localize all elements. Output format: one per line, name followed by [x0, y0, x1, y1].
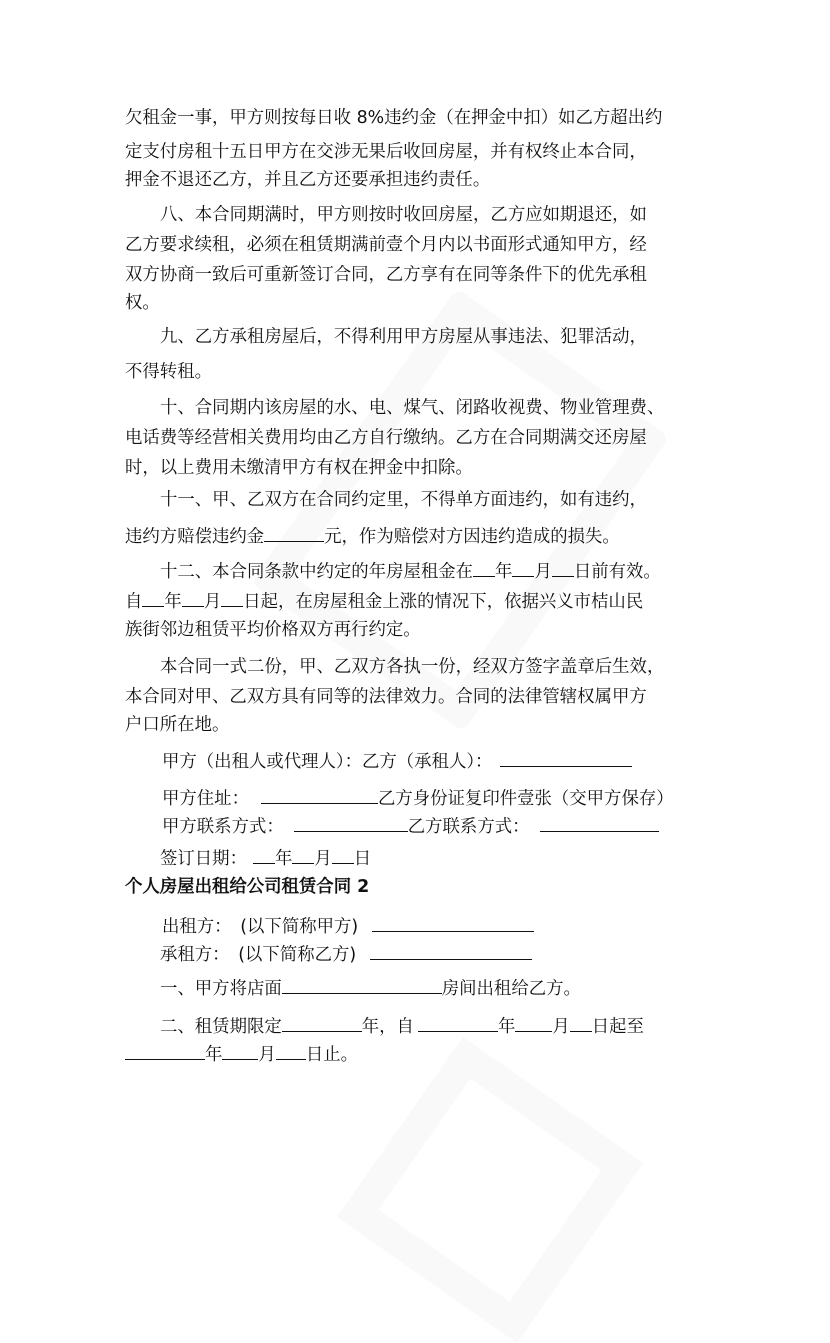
lessor-line: 出租方： (以下简称甲方) [162, 914, 534, 938]
blank-field[interactable] [221, 589, 243, 607]
blank-field[interactable] [332, 846, 354, 864]
blank-field[interactable] [282, 1014, 362, 1032]
paragraph-line: 本合同一式二份，甲、乙双方各执一份，经双方签字盖章后生效， [160, 657, 665, 677]
watermark [337, 1037, 643, 1343]
paragraph-line: 族街邻边租赁平均价格双方再行约定。 [125, 620, 421, 640]
item-2-cont: 年 月 日止。 [125, 1042, 358, 1066]
clause-9: 九、乙方承租房屋后，不得利用甲方房屋从事违法、犯罪活动， [160, 327, 647, 347]
blank-field[interactable] [570, 1014, 592, 1032]
paragraph-line: 本合同对甲、乙双方具有同等的法律效力。合同的法律管辖权属甲方 [125, 687, 647, 707]
blank-field[interactable] [512, 559, 534, 577]
blank-field[interactable] [253, 846, 275, 864]
address-line: 甲方住址： 乙方身份证复印件壹张（交甲方保存） [162, 786, 674, 810]
paragraph-line: 乙方要求续租，必须在租赁期满前壹个月内以书面形式通知甲方，经 [125, 235, 647, 255]
clause-8: 八、本合同期满时，甲方则按时收回房屋，乙方应如期退还，如 [160, 205, 647, 225]
lessor-name-field[interactable] [372, 914, 534, 932]
storefront-field[interactable] [282, 976, 442, 994]
paragraph-line: 定支付房租十五日甲方在交涉无果后收回房屋，并有权终止本合同， [125, 142, 647, 162]
blank-field[interactable] [418, 1014, 498, 1032]
lessee-signature-field[interactable] [500, 749, 632, 767]
lessor-contact-field[interactable] [294, 814, 408, 832]
lessee-name-field[interactable] [370, 942, 532, 960]
blank-field[interactable] [292, 846, 314, 864]
lessee-contact-field[interactable] [540, 814, 659, 832]
paragraph-line: 自 年 月 日起，在房屋租金上涨的情况下，依据兴义市桔山民 [125, 589, 643, 613]
paragraph-line: 户口所在地。 [125, 715, 230, 735]
clause-12: 十二、本合同条款中约定的年房屋租金在 年 月 日前有效。 [160, 559, 661, 583]
paragraph-line: 电话费等经营相关费用均由乙方自行缴纳。乙方在合同期满交还房屋 [125, 428, 647, 448]
lessee-line: 承租方： (以下简称乙方) [160, 942, 532, 966]
paragraph-line: 双方协商一致后可重新签订合同，乙方享有在同等条件下的优先承租 [125, 265, 647, 285]
paragraph-line: 权。 [125, 293, 160, 313]
signature-parties: 甲方（出租人或代理人）：乙方（承租人）： [162, 749, 632, 773]
paragraph-line: 违约方赔偿违约金 元，作为赔偿对方因违约造成的损失。 [125, 524, 620, 548]
item-1: 一、甲方将店面 房间出租给乙方。 [160, 976, 581, 1000]
blank-field[interactable] [473, 559, 495, 577]
paragraph-line: 押金不退还乙方，并且乙方还要承担违约责任。 [125, 170, 491, 190]
blank-field[interactable] [142, 589, 164, 607]
blank-field[interactable] [552, 559, 574, 577]
blank-field[interactable] [264, 524, 324, 542]
blank-field[interactable] [125, 1042, 205, 1060]
blank-field[interactable] [182, 589, 204, 607]
lessor-address-field[interactable] [261, 786, 378, 804]
clause-11: 十一、甲、乙双方在合同约定里，不得单方面违约，如有违约， [160, 490, 647, 510]
paragraph-line: 时，以上费用未缴清甲方有权在押金中扣除。 [125, 458, 473, 478]
contact-line: 甲方联系方式： 乙方联系方式： [162, 814, 659, 838]
item-2: 二、租赁期限定 年，自 年 月 日起至 [160, 1014, 644, 1038]
blank-field[interactable] [222, 1042, 258, 1060]
section-title: 个人房屋出租给公司租赁合同 2 [125, 877, 370, 897]
paragraph-line: 不得转租。 [125, 362, 212, 382]
blank-field[interactable] [515, 1014, 552, 1032]
blank-field[interactable] [276, 1042, 306, 1060]
clause-10: 十、合同期内该房屋的水、电、煤气、闭路收视费、物业管理费、 [160, 398, 665, 418]
signing-date: 签订日期： 年 月 日 [160, 846, 371, 870]
paragraph-line: 欠租金一事，甲方则按每日收 8%违约金（在押金中扣）如乙方超出约 [125, 108, 663, 128]
